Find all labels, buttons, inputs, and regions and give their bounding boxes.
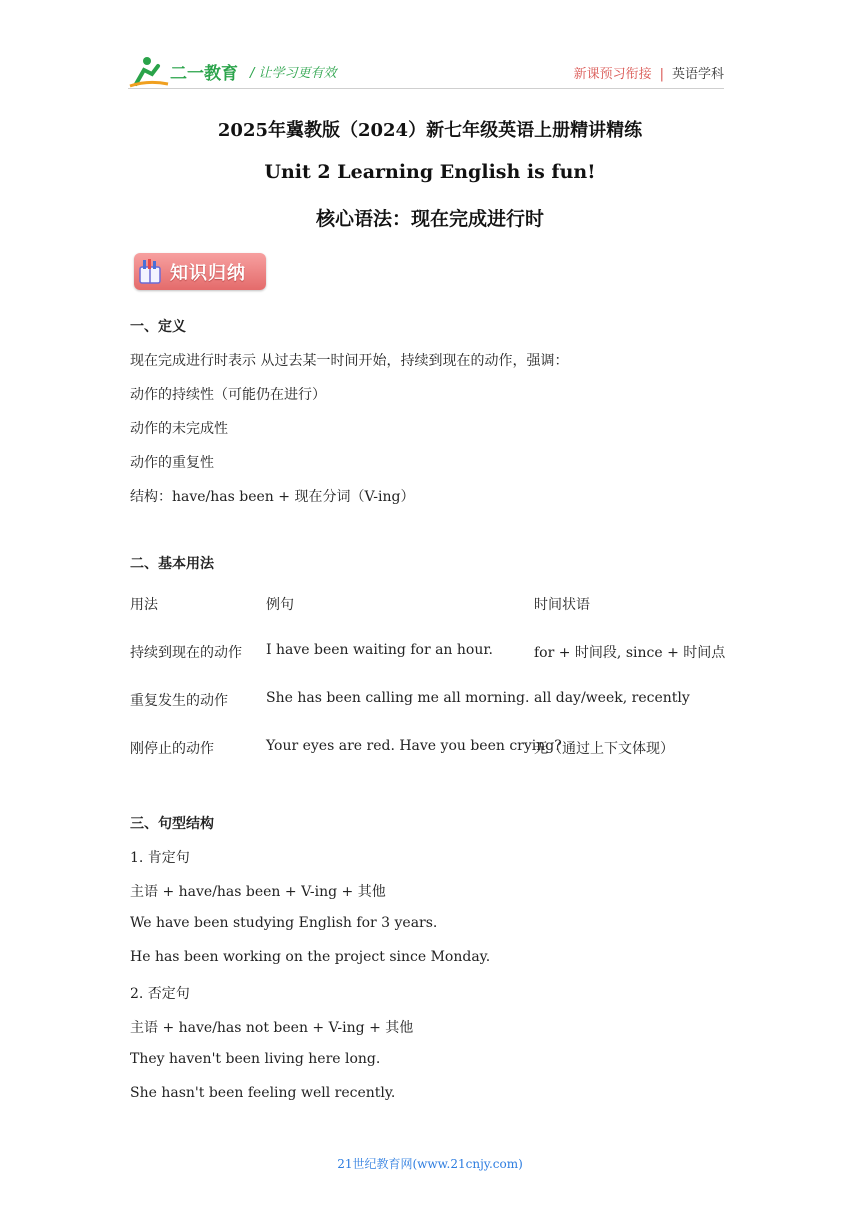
header-right — [574, 63, 724, 82]
table-header-usage: 用法 — [130, 597, 158, 613]
table-cell-usage: 刚停止的动作 — [130, 741, 214, 757]
formula-negative: 主语 + have/has not been + V-ing + 其他 — [130, 1020, 414, 1036]
subheading-affirmative: 1. 肯定句 — [130, 850, 190, 866]
header-separator: | — [659, 67, 664, 82]
table-cell-time: 无（通过上下文体现） — [534, 741, 674, 757]
knowledge-badge — [134, 253, 266, 290]
logo-icon — [128, 54, 248, 88]
header-divider — [128, 88, 724, 89]
logo-text: 二一教育 — [170, 64, 238, 84]
example-sentence: We have been studying English for 3 years. — [130, 915, 438, 931]
example-sentence: He has been working on the project since Monday. — [130, 949, 491, 965]
footer-link[interactable]: 21世纪教育网(www.21cnjy.com) — [337, 1157, 523, 1171]
table-cell-usage: 持续到现在的动作 — [130, 645, 242, 661]
formula-affirmative: 主语 + have/has been + V-ing + 其他 — [130, 884, 386, 900]
definition-line: 动作的未完成性 — [130, 421, 228, 437]
slogan: / 让学习更有效 — [250, 66, 337, 81]
book-icon — [139, 258, 161, 284]
badge-label: 知识归纳 — [170, 263, 246, 284]
table-cell-example: She has been calling me all morning. — [266, 690, 530, 706]
definition-line: 动作的重复性 — [130, 455, 214, 471]
table-header-time: 时间状语 — [534, 597, 590, 613]
page-title: 2025年冀教版（2024）新七年级英语上册精讲精练 — [217, 120, 643, 141]
table-cell-usage: 重复发生的动作 — [130, 693, 228, 709]
section-heading-structure: 三、句型结构 — [130, 816, 214, 832]
example-sentence: She hasn't been feeling well recently. — [130, 1085, 396, 1101]
unit-title: Unit 2 Learning English is fun! — [264, 161, 596, 183]
section-heading-usage: 二、基本用法 — [130, 556, 214, 572]
header-course: 新课预习衔接 — [573, 67, 652, 82]
table-cell-time: all day/week, recently — [534, 690, 690, 706]
header-subject: 英语学科 — [671, 67, 724, 82]
table-cell-example: Your eyes are red. Have you been crying? — [266, 738, 562, 754]
definition-line: 动作的持续性（可能仍在进行） — [130, 387, 326, 403]
definition-line: 现在完成进行时表示 从过去某一时间开始，持续到现在的动作，强调： — [130, 353, 569, 369]
table-cell-time: for + 时间段, since + 时间点 — [534, 645, 726, 661]
example-sentence: They haven't been living here long. — [130, 1051, 381, 1067]
structure-line: 结构：have/has been + 现在分词（V-ing） — [130, 489, 415, 505]
subheading-negative: 2. 否定句 — [130, 986, 190, 1002]
table-header-example: 例句 — [266, 597, 294, 613]
page-header — [128, 54, 728, 90]
table-cell-example: I have been waiting for an hour. — [266, 642, 493, 658]
grammar-title: 核心语法：现在完成进行时 — [315, 208, 544, 230]
section-heading-definition: 一、定义 — [130, 319, 186, 335]
